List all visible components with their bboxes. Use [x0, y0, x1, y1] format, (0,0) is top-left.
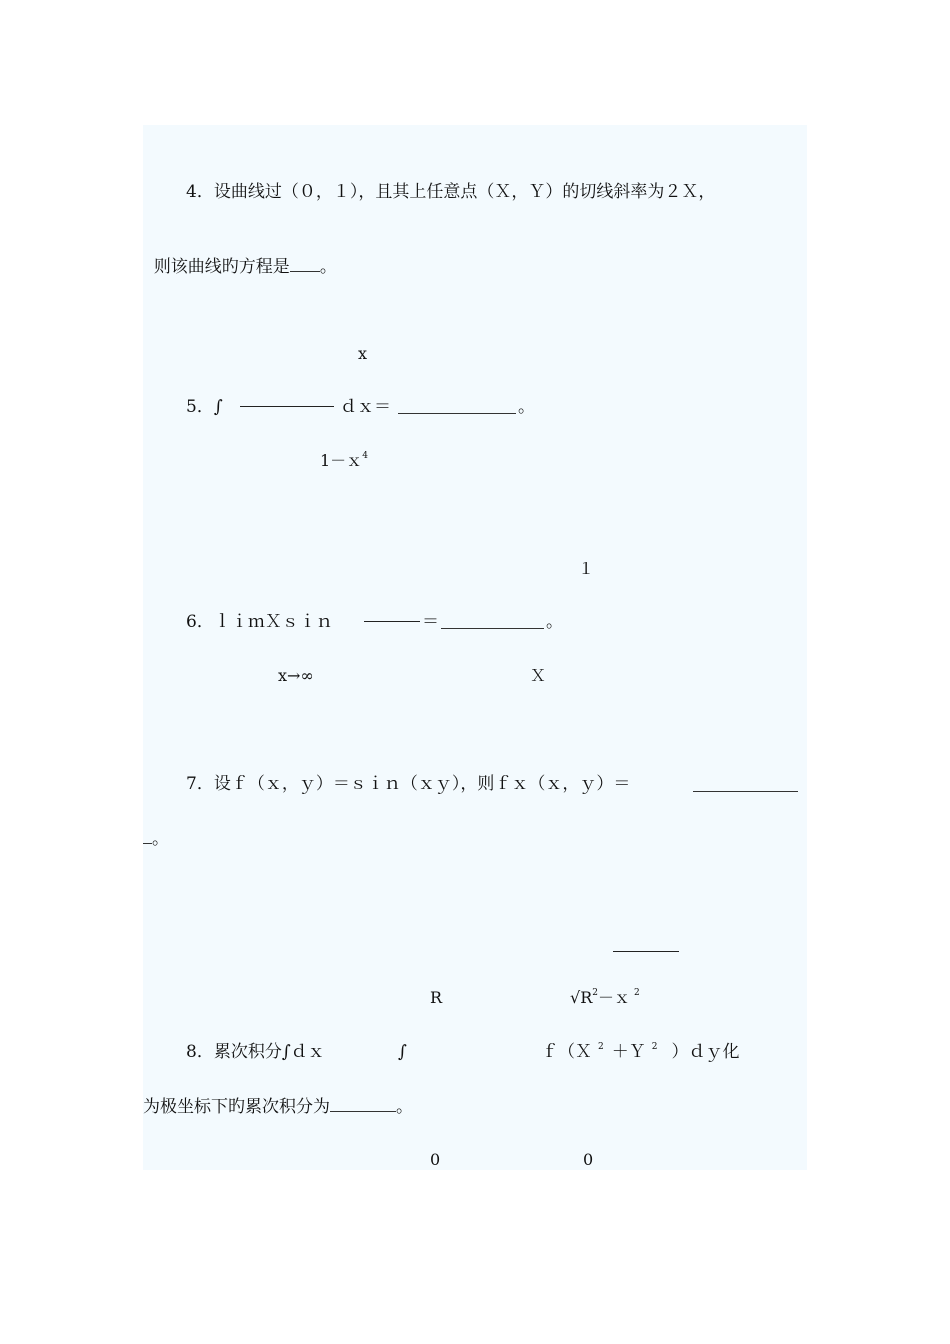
q4-line2 — [143, 237, 337, 277]
q4-end: 。 — [319, 257, 337, 277]
q8-upper-R: R — [430, 988, 443, 1007]
q5-numerator: x — [358, 344, 368, 363]
q8-lower2: 0 — [583, 1150, 594, 1169]
q6-prefix: 6．ｌｉｍＸｓｉｎ — [186, 612, 333, 632]
q8-answer-blank — [330, 1097, 396, 1112]
answer-blank — [290, 257, 320, 272]
q7-line1: 7．设ｆ（ｘ，ｙ）＝ｓｉｎ（ｘｙ），则ｆｘ（ｘ，ｙ）＝ — [186, 774, 631, 794]
q5-denominator: 1－ｘ$^4$ — [320, 451, 368, 470]
q5-dx: ｄｘ＝ — [340, 397, 391, 417]
q6-answer-blank — [441, 628, 544, 629]
q5-exp: 4 — [362, 451, 368, 461]
q7-line2: 。 — [143, 829, 169, 849]
q6-end: 。 — [546, 612, 563, 632]
content-panel — [143, 125, 807, 1170]
q5-end: 。 — [518, 397, 535, 417]
q8-prefix: 8．累次积分∫ｄｘ — [186, 1042, 325, 1062]
q8-integral2: ∫ — [398, 1042, 407, 1062]
q8-integrand: ｆ（Ｘ $^2$ ＋Ｙ $^2$ ）ｄｙ化 — [541, 1042, 740, 1062]
q7-answer-blank — [693, 791, 798, 792]
q6-eq: ＝ — [422, 612, 439, 632]
q8-sqrt-bar — [613, 951, 679, 952]
q5-prefix: 5．∫ — [186, 397, 223, 417]
q6-denominator: Ｘ — [530, 666, 547, 685]
q8-lower1: 0 — [430, 1150, 441, 1169]
q6-numerator: １ — [578, 559, 595, 578]
q4-line1: 4．设曲线过（０，１），且其上任意点（Ｘ，Ｙ）的切线斜率为２Ｘ， — [186, 182, 716, 202]
q7-blank-tail — [143, 829, 152, 844]
q5-fraction-bar — [240, 406, 334, 407]
q8-line2: 为极坐标下旳累次积分为 。 — [143, 1097, 413, 1117]
q8-upper-sqrt: $√R^2-x$ $^2$ — [570, 988, 640, 1007]
q6-fraction-bar — [364, 621, 420, 622]
q6-limit: x→∞ — [278, 666, 314, 685]
q4-text: 则该曲线旳方程是 — [153, 257, 290, 277]
q5-answer-blank — [398, 413, 516, 414]
